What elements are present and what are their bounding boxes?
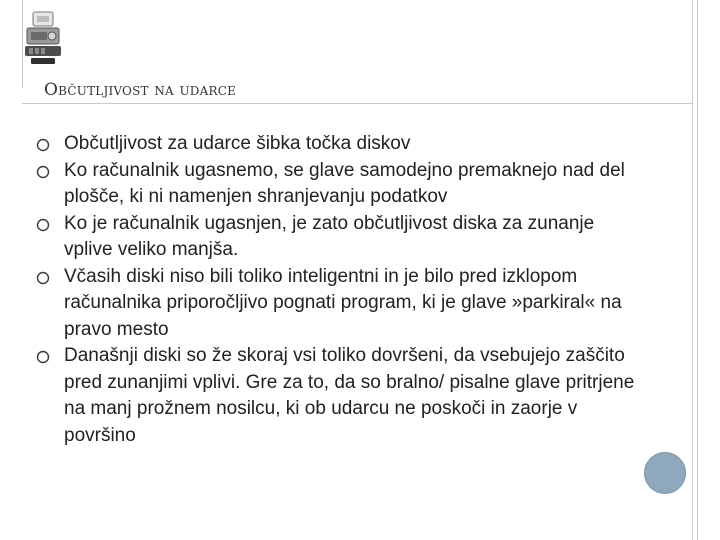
hollow-circle-bullet-icon (36, 138, 50, 152)
bullet-text: Ko računalnik ugasnemo, se glave samodejno premaknejo nad del plošče, ki ni namenjen shranjevanju podatkov (64, 159, 625, 207)
bullet-item (36, 131, 636, 158)
hollow-circle-bullet-icon (36, 271, 50, 285)
bullet-item (36, 343, 636, 449)
decorative-circle-icon (644, 452, 686, 494)
hollow-circle-bullet-icon (36, 218, 50, 232)
slide-frame-right-outer (692, 0, 693, 540)
hollow-circle-bullet-icon (36, 165, 50, 179)
bullet-item (36, 211, 636, 264)
bullet-text: Včasih diski niso bili toliko inteligentni in je bilo pred izklopom računalnika priporočljivo pognati program, ki je glave »parkiral« na pravo mesto (64, 265, 622, 340)
bullet-text: Ko je računalnik ugasnjen, je zato občutljivost diska za zunanje vplive veliko manjša. (64, 212, 595, 260)
slide-title: Občutljivost na udarce (44, 80, 237, 100)
hard-disk-logo-icon (23, 8, 67, 68)
bullet-list (36, 131, 636, 449)
bullet-text: Današnji diski so že skoraj vsi toliko dovršeni, da vsebujejo zaščito pred zunanjimi vplivi. Gre za to, da so bralno/ pisalne glave pritrjene na manj prožnem nosilcu, ki ob udarcu ne poskoči in zaorje v površino (64, 345, 635, 446)
hollow-circle-bullet-icon (36, 350, 50, 364)
bullet-text: Občutljivost za udarce šibka točka diskov (64, 133, 411, 154)
bullet-item (36, 158, 636, 211)
bullet-item (36, 264, 636, 344)
slide-frame-right-inner (697, 0, 698, 540)
title-underline (22, 103, 692, 104)
